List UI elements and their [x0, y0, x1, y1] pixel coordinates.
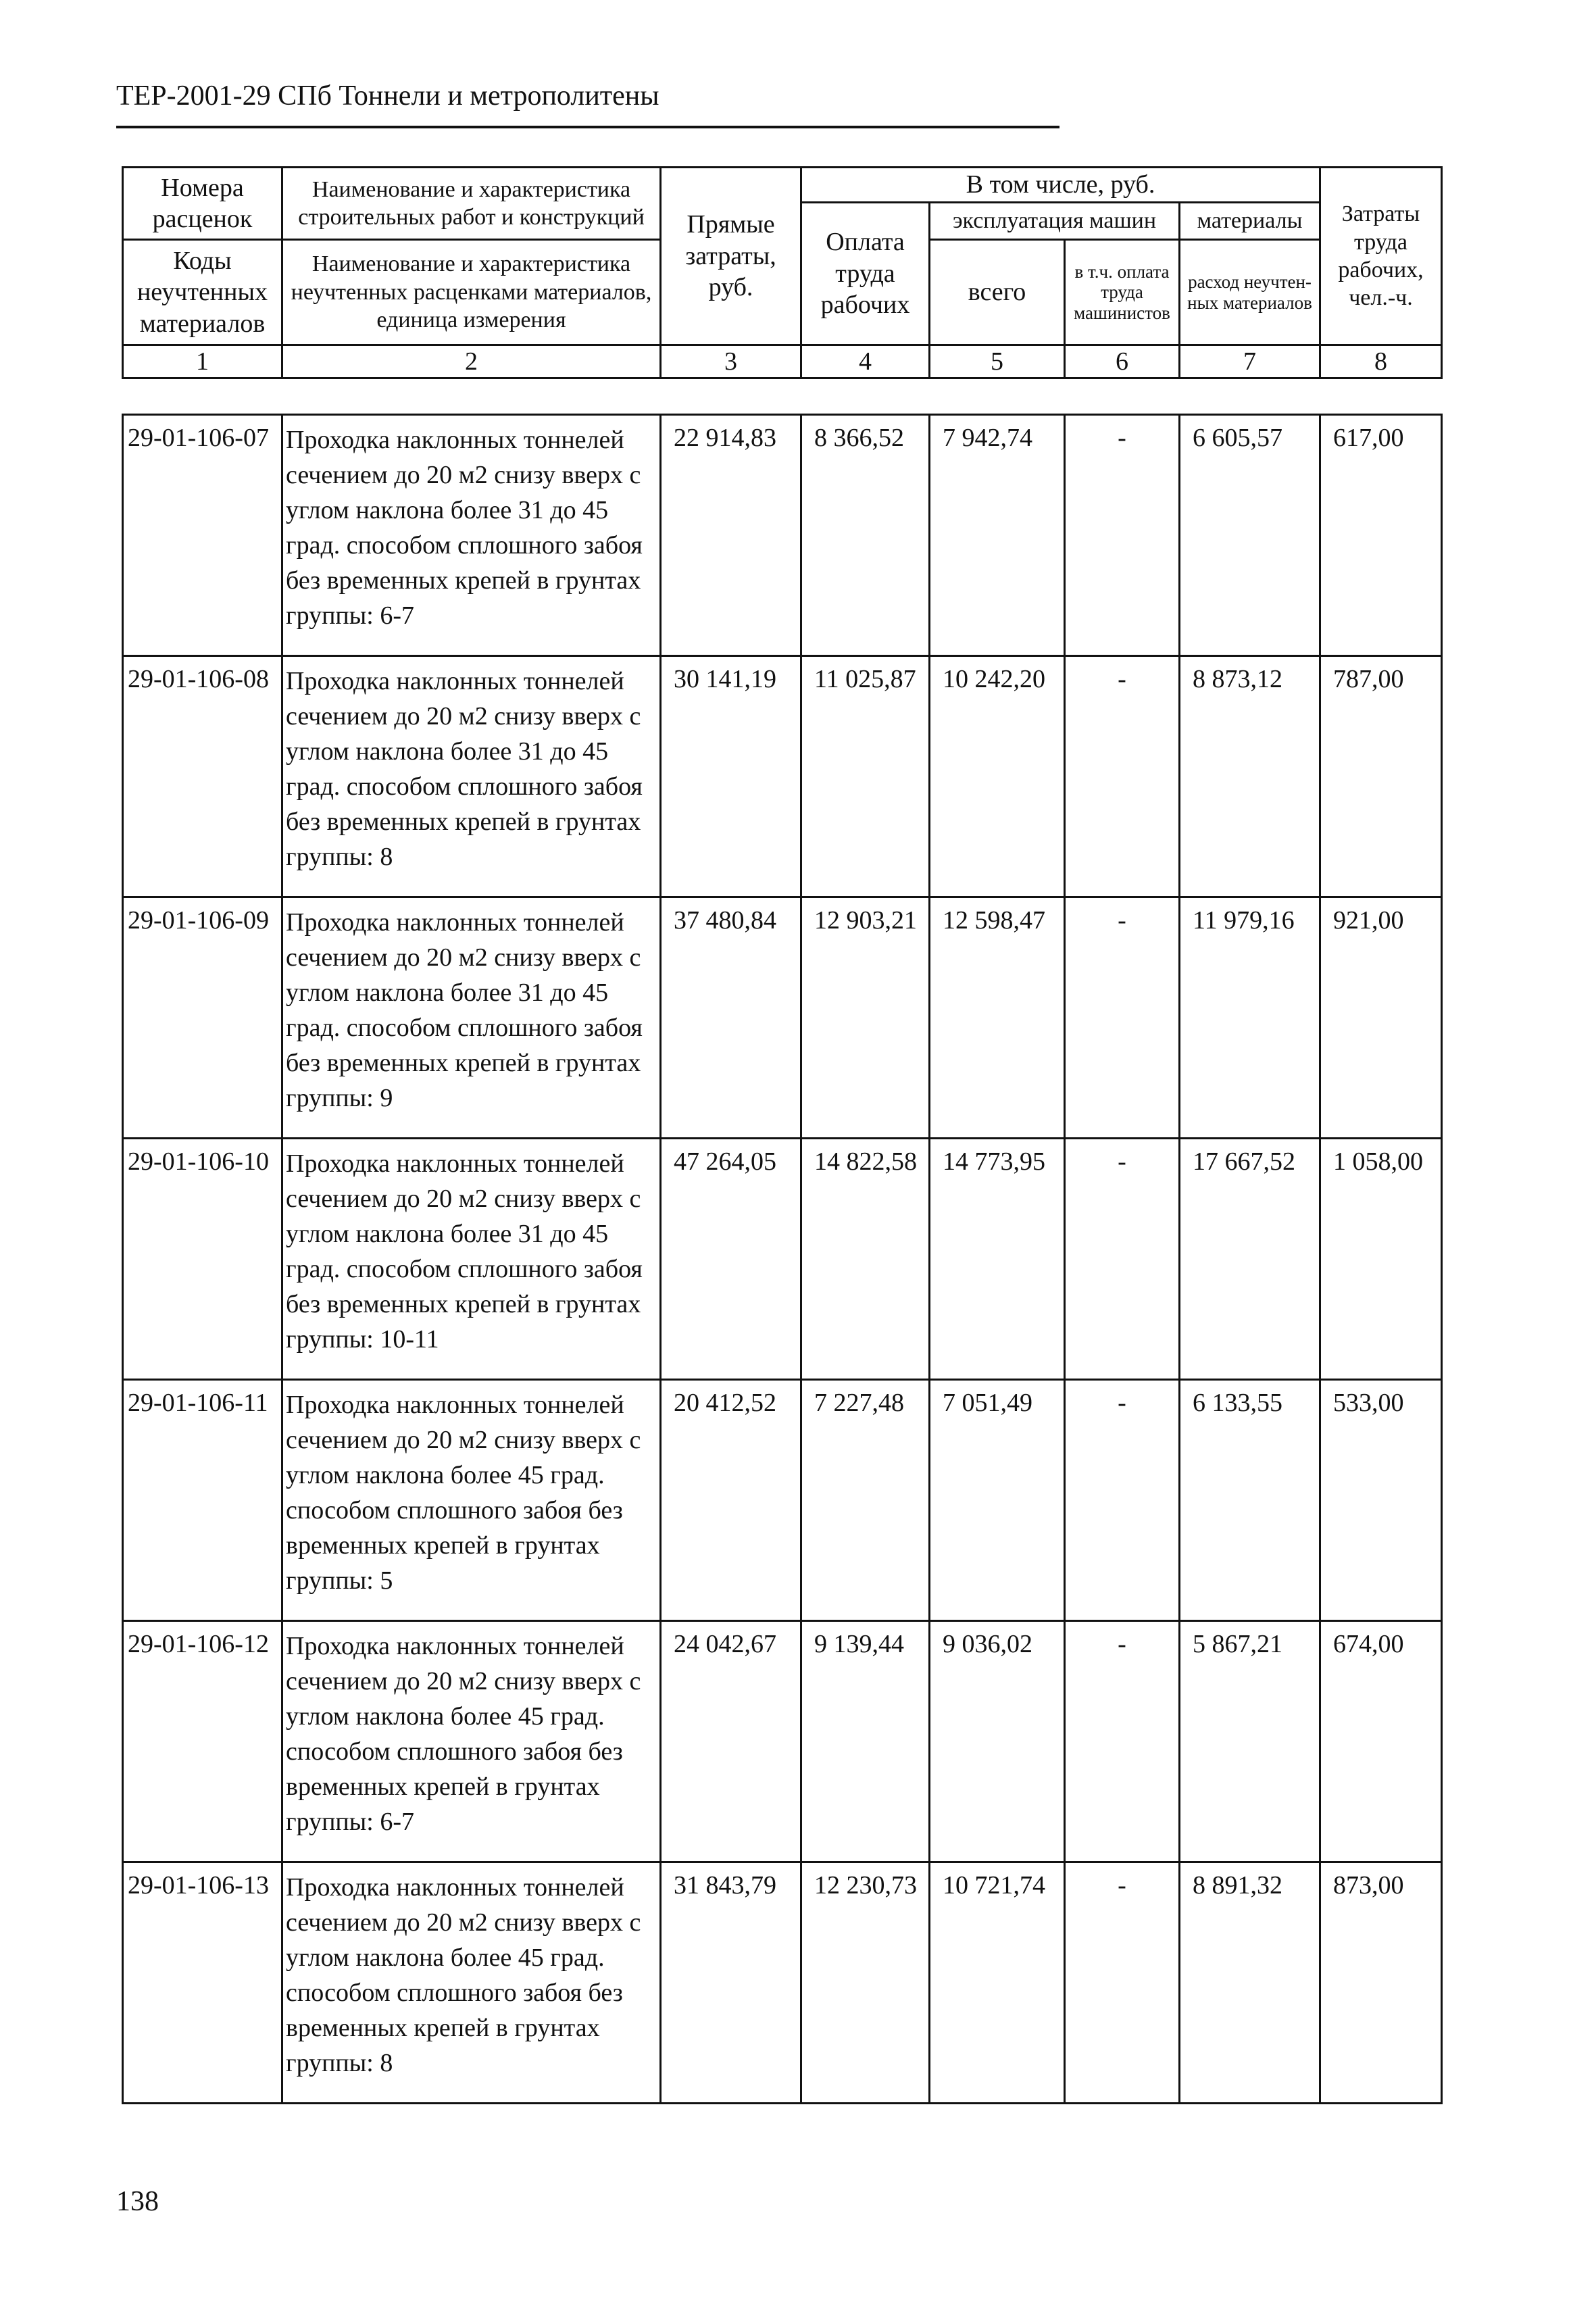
materials-cost: 6 133,55	[1180, 1380, 1320, 1621]
direct-costs: 24 042,67	[661, 1621, 801, 1862]
machines-total: 7 942,74	[930, 415, 1065, 656]
machines-total: 10 721,74	[930, 1862, 1065, 2104]
machines-total: 12 598,47	[930, 897, 1065, 1139]
rate-code: 29-01-106-10	[123, 1139, 282, 1380]
operators-pay: -	[1065, 1621, 1180, 1862]
direct-costs: 20 412,52	[661, 1380, 801, 1621]
table-row	[123, 1380, 1442, 1621]
col-group-header: В том числе, руб.	[801, 168, 1320, 203]
operators-pay: -	[1065, 1862, 1180, 2104]
materials-cost: 6 605,57	[1180, 415, 1320, 656]
col-number: 2	[282, 345, 661, 378]
col-number: 8	[1320, 345, 1442, 378]
col-2-top-header: Наименование и характеристика строительных работ и конструкций	[282, 168, 661, 240]
work-description: Проходка наклонных тоннелей сечением до 20 м2 снизу вверх с углом наклона более 31 до 45 град. способом сплошного забоя без временных крепей в грунтах группы: 10-11	[282, 1139, 661, 1380]
price-table	[122, 414, 1443, 2104]
labor-pay: 11 025,87	[801, 656, 930, 897]
materials-cost: 17 667,52	[1180, 1139, 1320, 1380]
direct-costs: 37 480,84	[661, 897, 801, 1139]
col-number: 3	[661, 345, 801, 378]
page-title: ТЕР-2001-29 СПб Тоннели и метрополитены	[116, 80, 659, 111]
rate-code: 29-01-106-08	[123, 656, 282, 897]
materials-cost: 8 873,12	[1180, 656, 1320, 897]
labor-pay: 12 903,21	[801, 897, 930, 1139]
table-header	[122, 166, 1443, 379]
direct-costs: 30 141,19	[661, 656, 801, 897]
col-2-bottom-header: Наименование и характеристика неучтенных расценками материалов, единица измерения	[282, 240, 661, 345]
materials-cost: 8 891,32	[1180, 1862, 1320, 2104]
direct-costs: 22 914,83	[661, 415, 801, 656]
work-description: Проходка наклонных тоннелей сечением до 20 м2 снизу вверх с углом наклона более 45 град. способом сплошного забоя без временных крепей в грунтах группы: 5	[282, 1380, 661, 1621]
machines-total: 9 036,02	[930, 1621, 1065, 1862]
labor-hours: 533,00	[1320, 1380, 1442, 1621]
col-3-header: Прямые затраты, руб.	[661, 168, 801, 345]
rate-code: 29-01-106-12	[123, 1621, 282, 1862]
rate-code: 29-01-106-09	[123, 897, 282, 1139]
rate-code: 29-01-106-07	[123, 415, 282, 656]
machines-total: 7 051,49	[930, 1380, 1065, 1621]
work-description: Проходка наклонных тоннелей сечением до 20 м2 снизу вверх с углом наклона более 45 град. способом сплошного забоя без временных крепей в грунтах группы: 6-7	[282, 1621, 661, 1862]
work-description: Проходка наклонных тоннелей сечением до 20 м2 снизу вверх с углом наклона более 31 до 45 град. способом сплошного забоя без временных крепей в грунтах группы: 6-7	[282, 415, 661, 656]
materials-header: материалы	[1180, 203, 1320, 240]
direct-costs: 47 264,05	[661, 1139, 801, 1380]
labor-hours: 1 058,00	[1320, 1139, 1442, 1380]
machines-header: эксплуатация машин	[930, 203, 1180, 240]
table-row	[123, 415, 1442, 656]
labor-hours: 674,00	[1320, 1621, 1442, 1862]
col-number: 4	[801, 345, 930, 378]
col-1-bottom-header: Коды неучтенных материалов	[123, 240, 282, 345]
machines-total: 10 242,20	[930, 656, 1065, 897]
operators-pay: -	[1065, 1380, 1180, 1621]
col-number: 7	[1180, 345, 1320, 378]
labor-pay: 7 227,48	[801, 1380, 930, 1621]
col-number: 6	[1065, 345, 1180, 378]
col-8-header: Затраты труда рабочих, чел.-ч.	[1320, 168, 1442, 345]
materials-cost: 5 867,21	[1180, 1621, 1320, 1862]
table-row	[123, 656, 1442, 897]
table-row	[123, 1621, 1442, 1862]
materials-cost: 11 979,16	[1180, 897, 1320, 1139]
labor-hours: 787,00	[1320, 656, 1442, 897]
operators-pay: -	[1065, 415, 1180, 656]
col-number: 5	[930, 345, 1065, 378]
work-description: Проходка наклонных тоннелей сечением до 20 м2 снизу вверх с углом наклона более 31 до 45 град. способом сплошного забоя без временных крепей в грунтах группы: 8	[282, 656, 661, 897]
col-5-header: всего	[930, 240, 1065, 345]
labor-pay: 14 822,58	[801, 1139, 930, 1380]
machines-total: 14 773,95	[930, 1139, 1065, 1380]
operators-pay: -	[1065, 897, 1180, 1139]
labor-hours: 921,00	[1320, 897, 1442, 1139]
header-rule	[116, 126, 1059, 128]
table-row	[123, 1862, 1442, 2104]
col-1-top-header: Номера расценок	[123, 168, 282, 240]
labor-pay: 12 230,73	[801, 1862, 930, 2104]
table-row	[123, 897, 1442, 1139]
operators-pay: -	[1065, 656, 1180, 897]
operators-pay: -	[1065, 1139, 1180, 1380]
labor-hours: 617,00	[1320, 415, 1442, 656]
col-number: 1	[123, 345, 282, 378]
labor-pay: 8 366,52	[801, 415, 930, 656]
labor-hours: 873,00	[1320, 1862, 1442, 2104]
labor-pay: 9 139,44	[801, 1621, 930, 1862]
work-description: Проходка наклонных тоннелей сечением до 20 м2 снизу вверх с углом наклона более 31 до 45 град. способом сплошного забоя без временных крепей в грунтах группы: 9	[282, 897, 661, 1139]
col-6-header: в т.ч. оплата труда машинистов	[1065, 240, 1180, 345]
rate-code: 29-01-106-11	[123, 1380, 282, 1621]
rate-code: 29-01-106-13	[123, 1862, 282, 2104]
page-number: 138	[116, 2186, 159, 2217]
col-7-header: расход неучтен-ных материалов	[1180, 240, 1320, 345]
col-4-header: Оплата труда рабочих	[801, 203, 930, 345]
table-row	[123, 1139, 1442, 1380]
work-description: Проходка наклонных тоннелей сечением до 20 м2 снизу вверх с углом наклона более 45 град. способом сплошного забоя без временных крепей в грунтах группы: 8	[282, 1862, 661, 2104]
direct-costs: 31 843,79	[661, 1862, 801, 2104]
